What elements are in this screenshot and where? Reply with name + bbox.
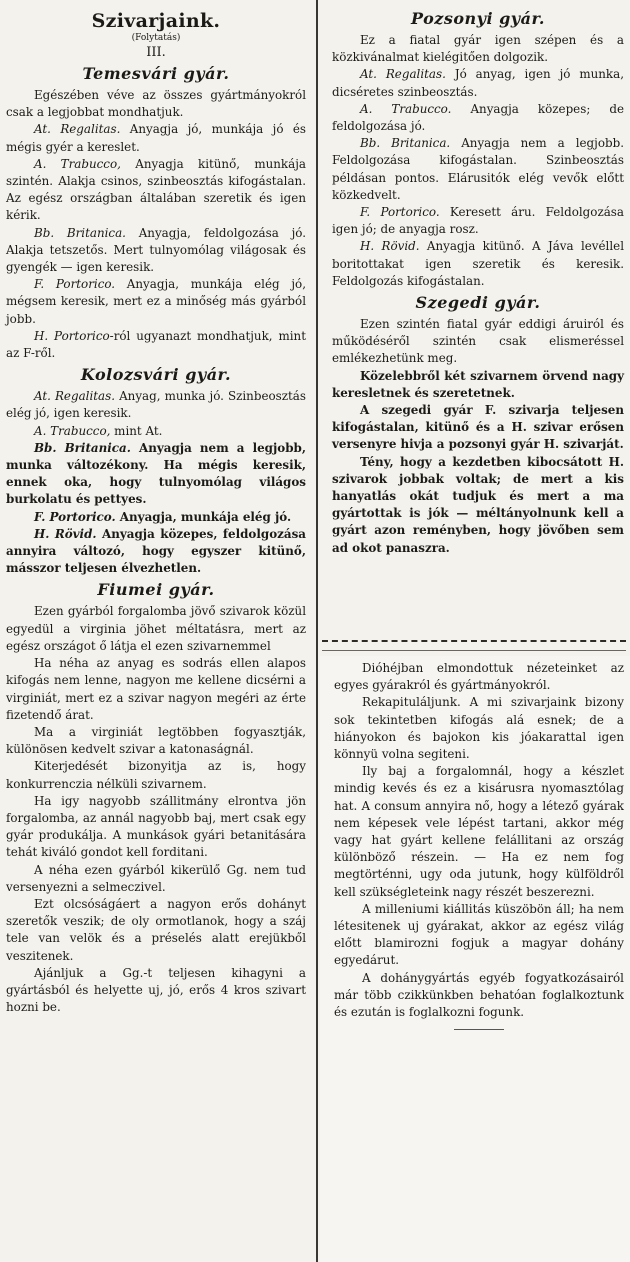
paragraph bbox=[6, 87, 306, 121]
paragraph-text: Anyagja, munkája elég jó, mégsem keresik, mert ez a minőség más gyárból jobb. bbox=[6, 277, 306, 326]
paragraph: A dohánygyártás egyéb fogyatkozásairól már több czikkünkben behatóan foglalkoztunk és ezután is foglalkozni fogunk. bbox=[334, 970, 624, 1020]
paragraph: Ezen gyárból forgalomba jövő szivarok közül egyedül a virginia jöhet méltatásra, mert az egész országot ő látja el ezen szivarnemmel bbox=[6, 604, 306, 653]
paragraph bbox=[332, 66, 624, 100]
brand-name: H. Rövid. bbox=[360, 239, 420, 254]
dashed-separator bbox=[322, 640, 626, 642]
paragraph: Ily baj a forgalomnál, hogy a készlet mindig kevés és ez a kisárusra nyomasztólag hat. A consum annyira nő, hogy a létező gyárak nem képesek vele lépést tartani, akkor még vagy hat gyárt kellene felállitani az ország különböző részein. — Ha ez nem fog megtörténni, ugy oda jutunk, hogy külföldről kell szükségleteink nagy részét beszerezni. bbox=[334, 764, 624, 899]
paragraph-text: Keresett áru. Feldolgozása igen jó; de anyagja rosz. bbox=[332, 205, 624, 237]
paragraph bbox=[6, 156, 306, 225]
paragraph-text: Anyagja közepes; de feldolgozása jó. bbox=[332, 101, 624, 134]
brand-name: H. Portorico bbox=[34, 328, 110, 343]
paragraph-text: mint At. bbox=[110, 423, 163, 438]
paragraph bbox=[6, 328, 306, 362]
article-title: Szivarjaink. bbox=[91, 10, 221, 32]
brand-name: H. Rövid. bbox=[34, 526, 97, 541]
paragraph: Dióhéjban elmondottuk nézeteinket az egyes gyárakról és gyártmányokról. bbox=[334, 661, 624, 693]
brand-name: At. Regalitas. bbox=[34, 389, 116, 404]
paragraph bbox=[6, 509, 306, 526]
paragraph: Ajánljuk a Gg.-t teljesen kihagyni a gyártásból és helyette uj, jó, erős 4 kros szivart hozni be. bbox=[6, 965, 306, 1015]
brand-name: A. Trabucco, bbox=[34, 156, 121, 171]
brand-name: A. Trabucco. bbox=[360, 101, 452, 116]
paragraph: A szegedi gyár F. szivarja teljesen kifogástalan, kitünő és a H. szivar erősen versenyre hivja a pozsonyi gyár H. szivarját. bbox=[332, 403, 624, 452]
column-divider bbox=[316, 0, 318, 1262]
paragraph: Közelebbről két szivarnem örvend nagy keresletnek és szeretetnek. bbox=[332, 368, 624, 400]
paragraph: Ha igy nagyobb szállitmány elrontva jön forgalomba, az annál nagyobb baj, mert csak egy gyár produkálja. A munkások gyári betanitására tehát kiváló gondot kell forditani. bbox=[6, 793, 306, 860]
paragraph-text: Ez a fiatal gyár igen szépen és a közkivánalmat kielégitően dolgozik. bbox=[332, 33, 624, 65]
paragraph bbox=[332, 32, 624, 66]
end-rule bbox=[454, 1029, 504, 1030]
section-heading-kolozsvari: Kolozsvári gyár. bbox=[80, 365, 232, 385]
section-heading-pozsonyi: Pozsonyi gyár. bbox=[411, 9, 545, 28]
paragraph bbox=[6, 440, 306, 509]
paragraph-text: Jó anyag, igen jó munka, dicséretes szinbeosztás. bbox=[332, 67, 624, 99]
paragraph bbox=[332, 238, 624, 290]
paragraph bbox=[6, 276, 306, 328]
paragraph: Ma a virginiát legtöbben fogyasztják, különösen kedvelt szivar a katonaságnál. bbox=[6, 724, 306, 757]
paragraph-text: Anyagja közepes, feldolgozása annyira változó, hogy egyszer kitünő, másszor teljesen élvezhetlen. bbox=[6, 526, 306, 576]
paragraph: Ezt olcsóságáert a nagyon erős dohányt szeretők veszik; de oly ormotlanok, hogy a száj tele van velök és a préselés alatt erejükből veszitenek. bbox=[6, 896, 306, 963]
paragraph: Ezen szintén fiatal gyár eddigi áruiról és működéséről szintén csak elismeréssel emlékezhetünk meg. bbox=[332, 317, 624, 366]
paragraph bbox=[332, 135, 624, 204]
right-bottom-column bbox=[320, 656, 630, 1262]
right-top-column bbox=[320, 0, 630, 644]
section-heading-fiumei: Fiumei gyár. bbox=[97, 580, 215, 600]
brand-name: Bb. Britanica. bbox=[360, 136, 451, 151]
paragraph bbox=[332, 204, 624, 238]
left-column bbox=[0, 0, 316, 1016]
brand-name: Bb. Britanica. bbox=[34, 225, 126, 240]
article-part-number: III. bbox=[146, 45, 166, 60]
paragraph-text: Egészében véve az összes gyártmányokról csak a legjobbat mondhatjuk. bbox=[6, 88, 306, 120]
brand-name: At. Regalitas. bbox=[34, 122, 121, 137]
article-subtitle: (Folytatás) bbox=[131, 33, 181, 43]
brand-name: At. Regalitas. bbox=[360, 67, 446, 82]
paragraph-text: Anyagja nem a legjobb. Feldolgozása kifogástalan. Szinbeosztás példásan pontos. Elárusitók elég vevők előtt közkedvelt. bbox=[332, 136, 624, 202]
paragraph bbox=[6, 526, 306, 578]
paragraph-text: Anyagja, munkája elég jó. bbox=[115, 509, 292, 524]
paragraph-text: Anyag, munka jó. Szinbeosztás elég jó, igen keresik. bbox=[6, 389, 306, 421]
paragraph-text: Anyagja kitünő, munkája szintén. Alakja csinos, szinbeosztás kifogástalan. Az egész országban általában szeretik és igen kérik. bbox=[6, 156, 306, 223]
paragraph-text: Anyagja nem a legjobb, munka változékony. Ha mégis keresik, ennek oka, hogy tulnyomólag világos burkolatu és pettyes. bbox=[6, 440, 306, 507]
paragraph-text: Anyagja kitünő. A Jáva levéllel boritottakat igen szeretik és keresik. Feldolgozás kifogástalan. bbox=[332, 239, 624, 288]
brand-name: A. Trabucco, bbox=[34, 423, 111, 438]
paragraph bbox=[6, 225, 306, 277]
paragraph: Ha néha az anyag es sodrás ellen alapos kifogás nem lenne, nagyon me kellene dicsérni a virginiát, mert ez a szivar nagyon megéri az érte fizetendő árat. bbox=[6, 656, 306, 722]
paragraph bbox=[6, 423, 306, 440]
brand-name: F. Portorico. bbox=[360, 205, 440, 220]
section-heading-temesvari: Temesvári gyár. bbox=[82, 64, 230, 83]
paragraph-text: Anyagja, feldolgozása jó. Alakja tetszetős. Mert tulnyomólag világosak és gyengék — igen keresik. bbox=[6, 225, 306, 275]
brand-name: Bb. Britanica. bbox=[34, 440, 131, 455]
section-heading-szegedi: Szegedi gyár. bbox=[415, 293, 541, 313]
paragraph: A milleniumi kiállitás küszöbön áll; ha nem létesitenek uj gyárakat, akkor az egész világ előtt blamirozni fogjuk a magyar dohány egyedárut. bbox=[334, 901, 624, 968]
paragraph bbox=[6, 388, 306, 422]
paragraph-text: -ról ugyanazt mondhatjuk, mint az F-ről. bbox=[6, 328, 306, 361]
brand-name: F. Portorico. bbox=[34, 277, 116, 292]
paragraph: Rekapituláljunk. A mi szivarjaink bizony sok tekintetben kifogás alá esnek; de a hiányokon és bajokon kis jóakarattal igen könnyü volna segiteni. bbox=[334, 695, 624, 762]
section-divider bbox=[322, 650, 626, 651]
paragraph-text: Anyagja jó, munkája jó és mégis gyér a kereslet. bbox=[6, 122, 307, 154]
paragraph bbox=[6, 121, 306, 155]
brand-name: F. Portorico. bbox=[34, 509, 116, 524]
paragraph: Tény, hogy a kezdetben kibocsátott H. szivarok jobbak voltak; de mert a kis hanyatlás okát tudjuk és mert a ma gyártottak is jók — méltányolnunk kell a gyárt azon reményben, hogy jövőben sem ad okot panaszra. bbox=[332, 454, 624, 555]
paragraph: A néha ezen gyárból kikerülő Gg. nem tud versenyezni a selmeczivel. bbox=[6, 862, 306, 894]
paragraph bbox=[332, 101, 624, 135]
paragraph: Kiterjedését bizonyitja az is, hogy konkurrenczia nélküli szivarnem. bbox=[6, 759, 306, 791]
